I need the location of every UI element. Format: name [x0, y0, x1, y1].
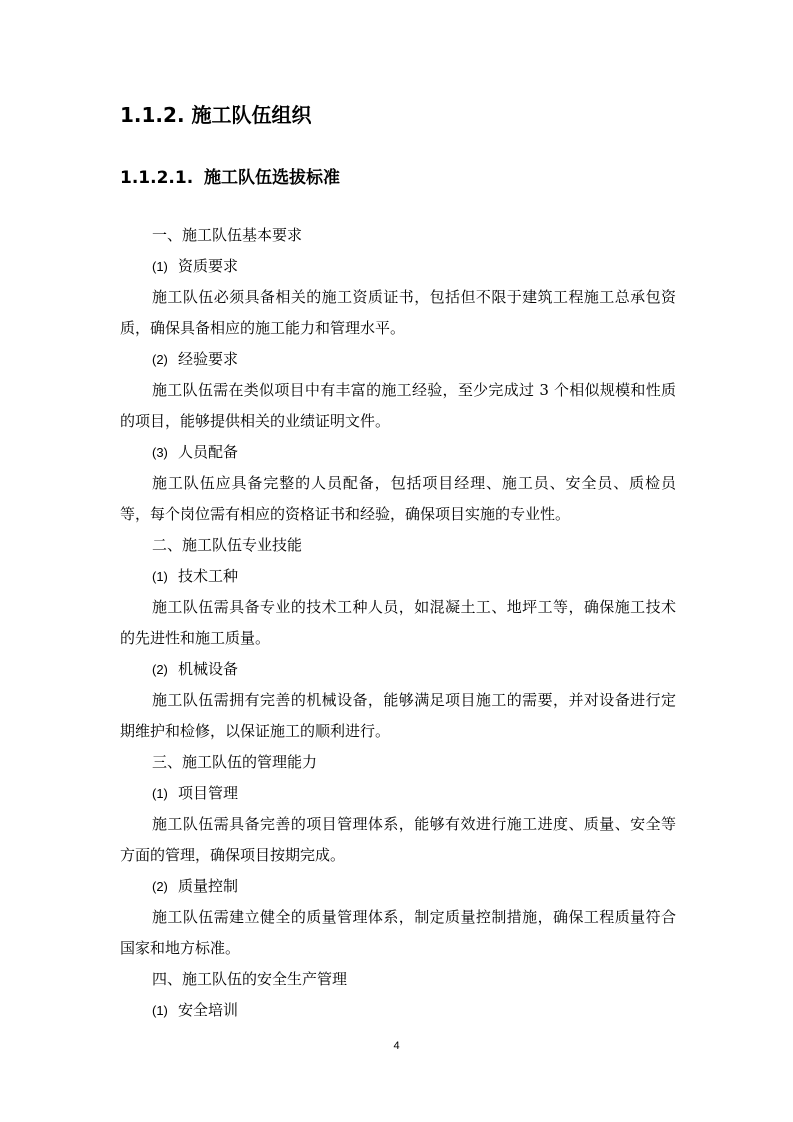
- paragraph: 施工队伍需具备专业的技术工种人员，如混凝土工、地坪工等，确保施工技术的先进性和施工质量。: [120, 598, 676, 647]
- section-heading-number: 1.1.2.: [120, 103, 185, 127]
- section-title: 一、施工队伍基本要求: [152, 226, 303, 244]
- list-item-marker: (1): [152, 259, 168, 274]
- section-heading-title: 施工队伍组织: [191, 103, 312, 127]
- list-item-marker: (1): [152, 1003, 168, 1018]
- section-heading: [120, 101, 312, 129]
- page-number: 4: [393, 1040, 400, 1052]
- list-item-marker: (3): [152, 445, 168, 460]
- section-title: 二、施工队伍专业技能: [152, 536, 303, 554]
- list-item-label: 安全培训: [178, 1001, 239, 1019]
- list-item-marker: (2): [152, 879, 168, 894]
- list-item-label: 人员配备: [178, 443, 239, 461]
- paragraph: 施工队伍应具备完整的人员配备，包括项目经理、施工员、安全员、质检员等，每个岗位需有相应的资格证书和经验，确保项目实施的专业性。: [120, 474, 676, 523]
- body-text: [120, 220, 676, 1026]
- subsection-heading: [120, 165, 340, 191]
- list-item-label: 质量控制: [178, 877, 239, 895]
- paragraph: 施工队伍需具备完善的项目管理体系，能够有效进行施工进度、质量、安全等方面的管理，确保项目按期完成。: [120, 815, 676, 864]
- list-item: [120, 871, 676, 902]
- paragraph: 施工队伍需拥有完善的机械设备，能够满足项目施工的需要，并对设备进行定期维护和检修，以保证施工的顺利进行。: [120, 691, 676, 740]
- section-title: 三、施工队伍的管理能力: [152, 753, 318, 771]
- paragraph: 施工队伍必须具备相关的施工资质证书，包括但不限于建筑工程施工总承包资质，确保具备相应的施工能力和管理水平。: [120, 288, 676, 337]
- list-item-label: 经验要求: [178, 350, 239, 368]
- list-item-label: 项目管理: [178, 784, 239, 802]
- list-item-label: 技术工种: [178, 567, 239, 585]
- list-item: [120, 778, 676, 809]
- subsection-heading-title: 施工队伍选拔标准: [204, 168, 340, 188]
- list-item-marker: (1): [152, 569, 168, 584]
- list-item-marker: (2): [152, 662, 168, 677]
- list-item-label: 资质要求: [178, 257, 239, 275]
- paragraph: 施工队伍需在类似项目中有丰富的施工经验，至少完成过 3 个相似规模和性质的项目，能够提供相关的业绩证明文件。: [120, 381, 676, 430]
- list-item-marker: (1): [152, 786, 168, 801]
- list-item: [120, 995, 676, 1026]
- list-item: [120, 344, 676, 375]
- list-item: [120, 437, 676, 468]
- list-item: [120, 654, 676, 685]
- subsection-heading-number: 1.1.2.1.: [120, 168, 194, 188]
- list-item: [120, 251, 676, 282]
- list-item: [120, 561, 676, 592]
- paragraph: 施工队伍需建立健全的质量管理体系，制定质量控制措施，确保工程质量符合国家和地方标准。: [120, 908, 676, 957]
- list-item-label: 机械设备: [178, 660, 239, 678]
- list-item-marker: (2): [152, 352, 168, 367]
- section-title: 四、施工队伍的安全生产管理: [152, 970, 348, 988]
